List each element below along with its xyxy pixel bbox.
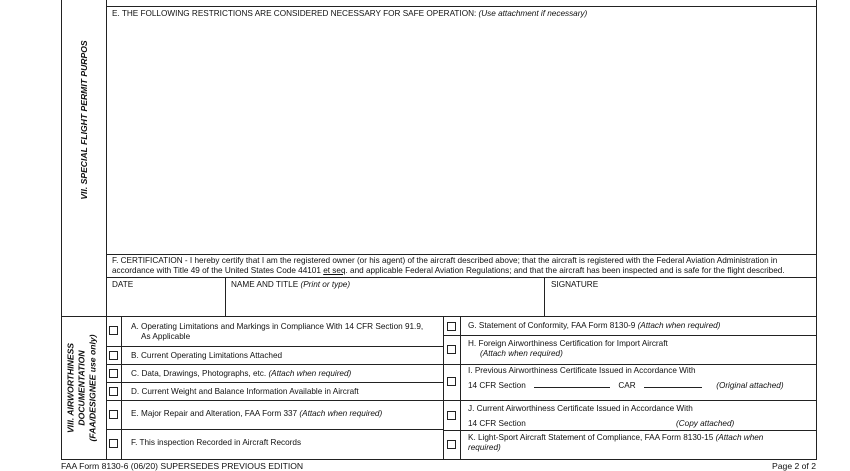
i-cfr-section-field[interactable]: [534, 387, 610, 388]
checkbox-d[interactable]: [109, 387, 118, 396]
item-j: J. Current Airworthiness Certificate Issued in Accordance With 14 CFR Section (Copy attached): [468, 404, 735, 428]
left-rule-5: [106, 429, 443, 430]
section8-label: VIII. AIRWORTHINESS DOCUMENTATION (FAA/DESIGNEE use only): [65, 334, 98, 442]
restrictions-field[interactable]: [107, 22, 815, 252]
item-g: G. Statement of Conformity, FAA Form 8130-9 (Attach when required): [468, 321, 721, 330]
middle-divider: [443, 316, 444, 459]
date-label: DATE: [112, 280, 134, 289]
checkbox-a[interactable]: [109, 326, 118, 335]
right-rule-2: [443, 364, 816, 365]
item-a: A. Operating Limitations and Markings in Compliance With 14 CFR Section 91.9, As Applicable: [131, 322, 424, 341]
name-title-label: NAME AND TITLE (Print or type): [231, 280, 351, 289]
signature-field[interactable]: [545, 292, 815, 315]
right-rule-3: [443, 400, 816, 401]
item-i: I. Previous Airworthiness Certificate Issued in Accordance With 14 CFR Section CAR (Original attached): [468, 366, 784, 390]
left-rule-3: [106, 382, 443, 383]
section7-label-wrap: [76, 0, 92, 240]
item-f: F. This inspection Recorded in Aircraft Records: [131, 438, 302, 447]
left-rule-1: [106, 346, 443, 347]
left-rule-2: [106, 364, 443, 365]
checkbox-h[interactable]: [447, 345, 456, 354]
checkbox-e[interactable]: [109, 410, 118, 419]
bottom-rule: [61, 459, 816, 460]
right-rule-4: [443, 430, 816, 431]
item-d: D. Current Weight and Balance Information Available in Aircraft: [131, 387, 359, 396]
i-car-field[interactable]: [644, 387, 702, 388]
checkbox-g[interactable]: [447, 322, 456, 331]
top-rule: [106, 6, 816, 7]
checkbox-i[interactable]: [447, 377, 456, 386]
certification-rule: [106, 254, 816, 255]
section7-label: VII. SPECIAL FLIGHT PERMIT PURPOS: [79, 40, 89, 200]
checkbox-k[interactable]: [447, 440, 456, 449]
form-id: FAA Form 8130-6 (06/20) SUPERSEDES PREVIOUS EDITION: [61, 461, 304, 471]
checkbox-b[interactable]: [109, 351, 118, 360]
item-c: C. Data, Drawings, Photographs, etc. (Attach when required): [131, 369, 352, 378]
right-checkbox-divider: [460, 316, 461, 459]
j-cfr-section-field[interactable]: [528, 420, 668, 430]
right-rule-1: [443, 335, 816, 336]
item-e: E. Major Repair and Alteration, FAA Form 337 (Attach when required): [131, 409, 383, 418]
item-h: H. Foreign Airworthiness Certification for Import Aircraft (Attach when required): [468, 339, 668, 358]
section-rule: [61, 316, 816, 317]
checkbox-j[interactable]: [447, 411, 456, 420]
left-rule-4: [106, 400, 443, 401]
checkbox-column-divider: [121, 316, 122, 459]
page-number: Page 2 of 2: [772, 461, 816, 471]
date-field[interactable]: [107, 292, 224, 315]
restrictions-heading: E. THE FOLLOWING RESTRICTIONS ARE CONSIDERED NECESSARY FOR SAFE OPERATION: (Use attachment if necessary): [112, 9, 588, 18]
signature-label: SIGNATURE: [551, 280, 599, 289]
checkbox-c[interactable]: [109, 369, 118, 378]
form-border-right: [816, 0, 817, 460]
signature-row-rule: [106, 277, 816, 278]
checkbox-f[interactable]: [109, 439, 118, 448]
certification-text: F. CERTIFICATION - I hereby certify that I am the registered owner (or his agent) of the aircraft described above; that the aircraft is registered with the Federal Aviation Administration in accordance with Title 49 of the United States Code 44101 et seq. and applicable Federal Aviation Regulations; and that the aircraft has been inspected and is safe for the flight described.: [112, 256, 785, 275]
name-title-field[interactable]: [226, 292, 543, 315]
item-k: K. Light-Sport Aircraft Statement of Compliance, FAA Form 8130-15 (Attach when required): [468, 433, 764, 452]
section8-label-wrap: [62, 316, 106, 459]
item-b: B. Current Operating Limitations Attached: [131, 351, 283, 360]
